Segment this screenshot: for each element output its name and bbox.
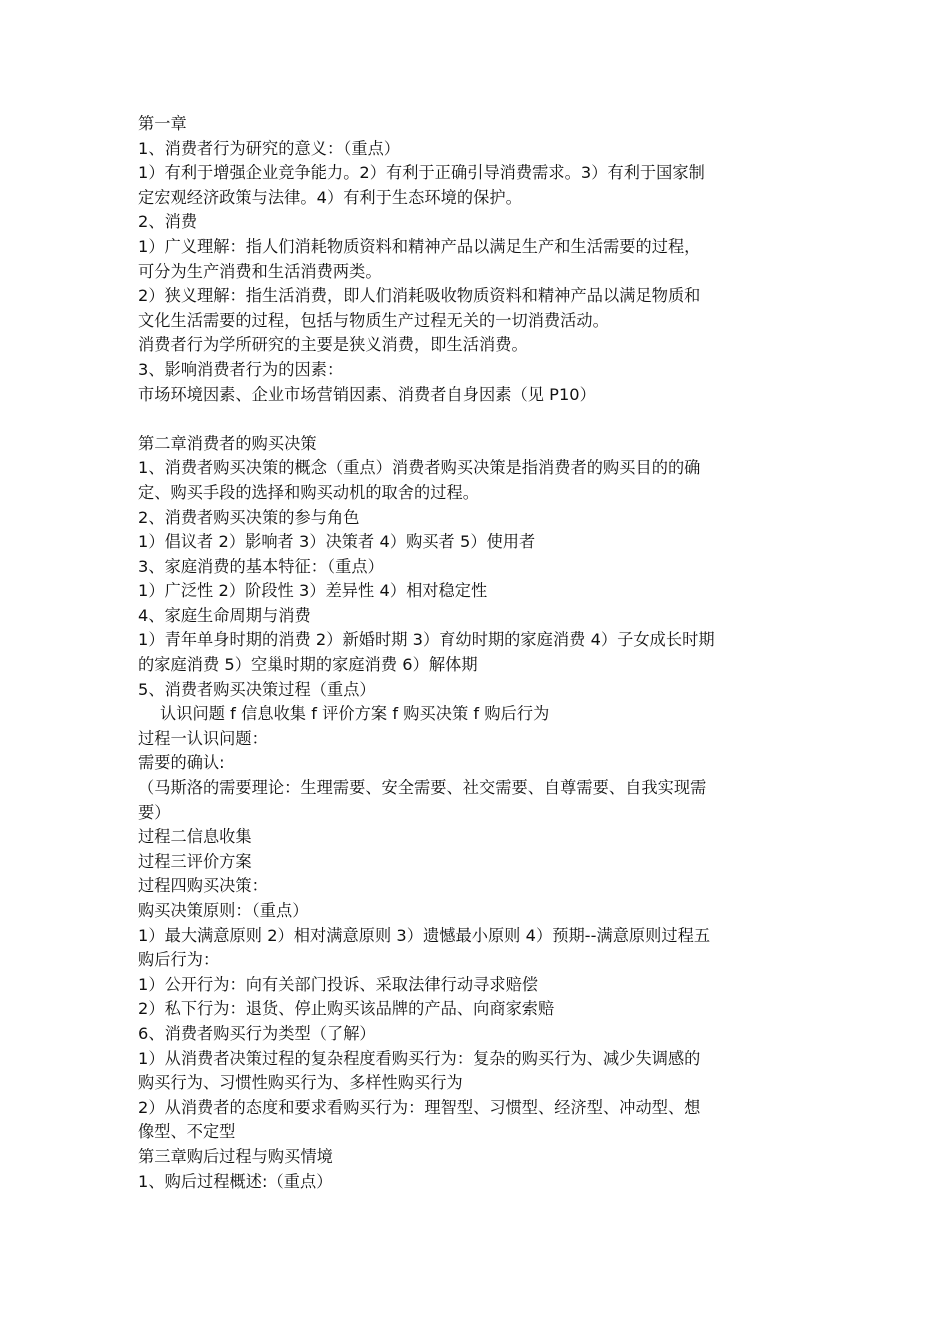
text-line: 购后行为： <box>138 950 220 970</box>
text-line: 购买行为、习惯性购买行为、多样性购买行为 <box>138 1073 463 1093</box>
text-line: 过程二信息收集 <box>138 827 252 847</box>
section-heading: 1、消费者购买决策的概念（重点）消费者购买决策是指消费者的购买目的的确 <box>138 458 701 478</box>
section-heading: 4、家庭生命周期与消费 <box>138 605 311 625</box>
document-body <box>138 112 818 1194</box>
text-line: 购买决策原则：（重点） <box>138 901 309 920</box>
text-line: 定、购买手段的选择和购买动机的取舍的过程。 <box>138 482 479 502</box>
text-line: 过程一认识问题： <box>138 728 268 748</box>
section-heading: 1、购后过程概述:（重点） <box>138 1171 333 1191</box>
section-heading: 3、影响消费者行为的因素： <box>138 359 344 379</box>
text-line: 2）狭义理解：指生活消费，即人们消耗吸收物质资料和精神产品以满足物质和 <box>138 286 701 306</box>
text-line: 文化生活需要的过程，包括与物质生产过程无关的一切消费活动。 <box>138 310 609 330</box>
chapter-2-heading: 第二章消费者的购买决策 <box>138 433 317 453</box>
process-flow-line: 认识问题 f 信息收集 f 评价方案 f 购买决策 f 购后行为 <box>160 704 550 724</box>
text-line: 1）从消费者决策过程的复杂程度看购买行为：复杂的购买行为、减少失调感的 <box>138 1048 701 1068</box>
text-line: 像型、不定型 <box>138 1122 236 1142</box>
text-line: 2）私下行为：退货、停止购买该品牌的产品、向商家索赔 <box>138 999 555 1019</box>
text-line: 2）从消费者的态度和要求看购买行为：理智型、习惯型、经济型、冲动型、想 <box>138 1097 701 1117</box>
text-line: 需要的确认: <box>138 753 225 773</box>
text-line: 1）倡议者 2）影响者 3）决策者 4）购买者 5）使用者 <box>138 532 536 552</box>
section-heading: 6、消费者购买行为类型（了解） <box>138 1023 376 1043</box>
text-line: 1）最大满意原则 2）相对满意原则 3）遗憾最小原则 4）预期--满意原则过程五 <box>138 925 711 945</box>
text-line: （马斯洛的需要理论：生理需要、安全需要、社交需要、自尊需要、自我实现需 <box>138 778 707 798</box>
text-line: 1）青年单身时期的消费 2）新婚时期 3）育幼时期的家庭消费 4）子女成长时期 <box>138 630 715 650</box>
text-line: 过程三评价方案 <box>138 851 252 871</box>
text-line: 1）广义理解：指人们消耗物质资料和精神产品以满足生产和生活需要的过程， <box>138 236 701 256</box>
section-heading: 1、消费者行为研究的意义：（重点） <box>138 138 401 158</box>
section-heading: 2、消费者购买决策的参与角色 <box>138 507 360 527</box>
text-line: 的家庭消费 5）空巢时期的家庭消费 6）解体期 <box>138 655 478 675</box>
text-line: 1）公开行为：向有关部门投诉、采取法律行动寻求赔偿 <box>138 974 539 994</box>
section-heading: 2、消费 <box>138 212 198 232</box>
chapter-1-heading: 第一章 <box>138 114 187 133</box>
text-line: 定宏观经济政策与法律。4）有利于生态环境的保护。 <box>138 187 522 207</box>
text-line: 过程四购买决策： <box>138 876 268 896</box>
text-line: 可分为生产消费和生活消费两类。 <box>138 261 382 281</box>
text-line: 市场环境因素、企业市场营销因素、消费者自身因素（见 P10） <box>138 384 596 404</box>
text-line: 消费者行为学所研究的主要是狭义消费，即生活消费。 <box>138 335 528 355</box>
blank-line <box>138 407 818 432</box>
text-line: 1）有利于增强企业竞争能力。2）有利于正确引导消费需求。3）有利于国家制 <box>138 163 705 183</box>
text-line: 1）广泛性 2）阶段性 3）差异性 4）相对稳定性 <box>138 581 488 601</box>
section-heading: 5、消费者购买决策过程（重点） <box>138 679 376 699</box>
section-heading: 3、家庭消费的基本特征：（重点） <box>138 556 384 576</box>
chapter-3-heading: 第三章购后过程与购买情境 <box>138 1146 333 1166</box>
text-line: 要） <box>138 802 171 822</box>
